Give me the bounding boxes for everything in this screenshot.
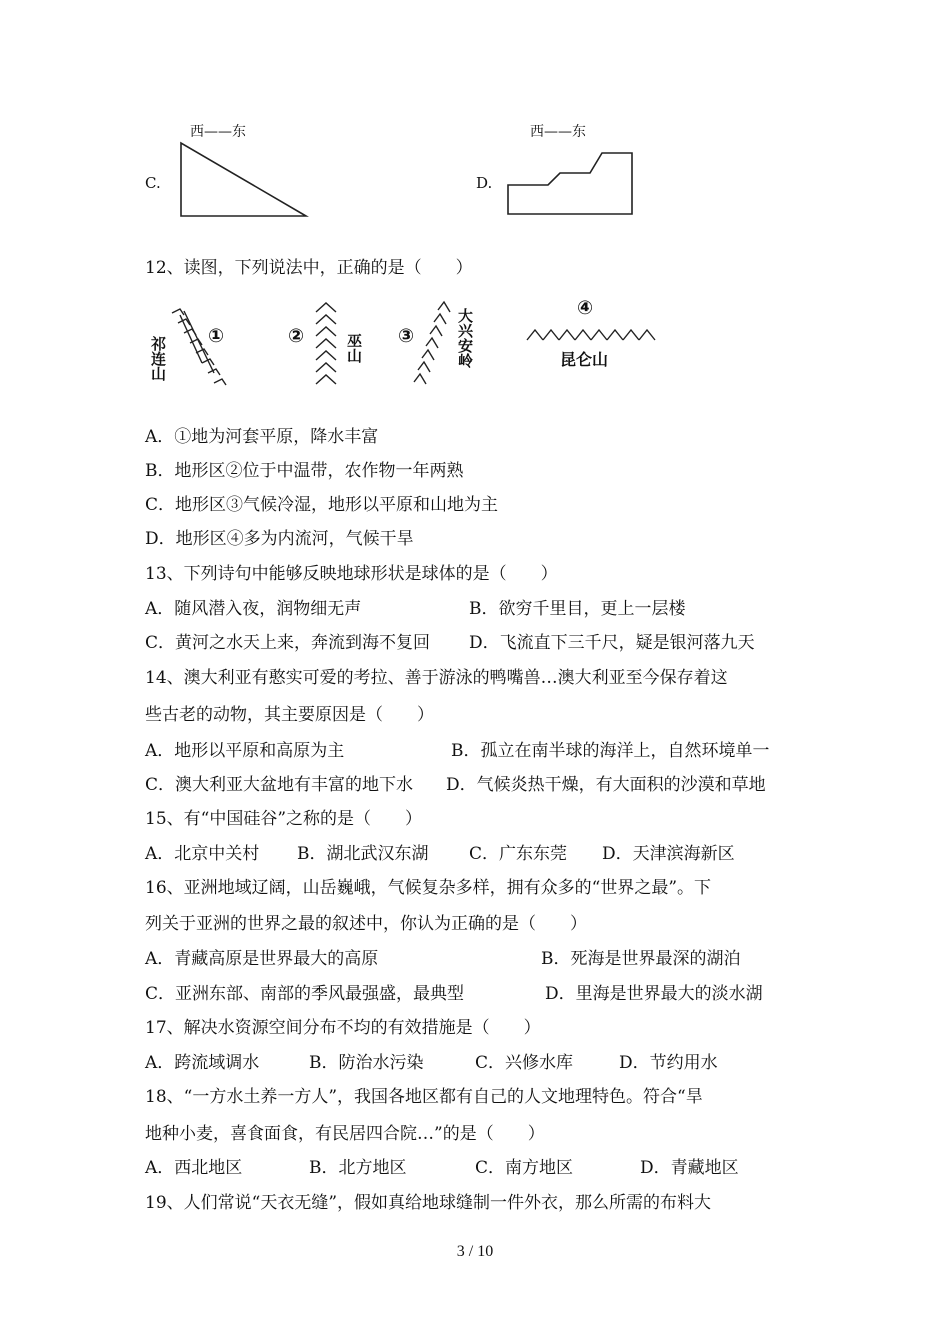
q16-stem-line1: 16、亚洲地域辽阔，山岳巍峨，气候复杂多样，拥有众多的“世界之最”。下 xyxy=(145,878,712,898)
q16-option-d: D．里海是世界最大的淡水湖 xyxy=(545,984,763,1004)
q14-stem-line1: 14、澳大利亚有憨实可爱的考拉、善于游泳的鸭嘴兽…澳大利亚至今保存着这 xyxy=(145,668,728,688)
mountain-figure-wushan xyxy=(310,300,346,390)
q15-option-c: C．广东东莞 xyxy=(469,844,568,864)
page-number: 3 / 10 xyxy=(456,1243,494,1260)
q17-option-a: A．跨流域调水 xyxy=(145,1053,260,1073)
q18-option-d: D．青藏地区 xyxy=(640,1158,739,1178)
q18-option-c: C．南方地区 xyxy=(475,1158,574,1178)
q15-option-d: D．天津滨海新区 xyxy=(602,844,735,864)
kunlun-peaks xyxy=(527,330,655,340)
q14-option-b: B．孤立在南半球的海洋上，自然环境单一 xyxy=(451,741,770,761)
circle-number-1: ① xyxy=(208,325,225,347)
option-d-label: D. xyxy=(476,174,493,192)
profile-figure-d xyxy=(505,145,637,217)
q17-option-c: C．兴修水库 xyxy=(475,1053,574,1073)
q18-stem-line2: 地种小麦，喜食面食，有民居四合院…”的是（ ） xyxy=(145,1124,545,1144)
q12-option-b: B．地形区②位于中温带，农作物一年两熟 xyxy=(145,461,464,481)
profile-d-outline xyxy=(508,153,632,214)
q15-stem: 15、有“中国硅谷”之称的是（ ） xyxy=(145,809,423,829)
profile-c-outline xyxy=(181,143,306,216)
q16-option-c: C．亚洲东部、南部的季风最强盛，最典型 xyxy=(145,984,465,1004)
q13-option-b: B．欲穷千里目，更上一层楼 xyxy=(469,599,686,619)
q12-option-d: D．地形区④多为内流河，气候干旱 xyxy=(145,529,414,549)
profile-figure-c xyxy=(178,140,310,220)
kunlun-label: 昆仑山 xyxy=(560,350,609,369)
q15-option-b: B．湖北武汉东湖 xyxy=(297,844,429,864)
wushan-label: 巫山 xyxy=(345,333,363,363)
mountain-figure-qilian xyxy=(160,305,250,390)
daxinganling-peaks xyxy=(414,302,450,384)
q14-stem-line2: 些古老的动物，其主要原因是（ ） xyxy=(145,705,434,725)
q16-option-b: B．死海是世界最深的湖泊 xyxy=(541,949,741,969)
q12-option-c: C．地形区③气候冷湿，地形以平原和山地为主 xyxy=(145,495,499,515)
circle-number-3: ③ xyxy=(398,325,415,347)
q16-option-a: A．青藏高原是世界最大的高原 xyxy=(145,949,379,969)
wushan-peaks xyxy=(316,303,336,384)
circle-number-4: ④ xyxy=(577,297,594,319)
q17-option-d: D．节约用水 xyxy=(619,1053,718,1073)
q13-option-c: C．黄河之水天上来，奔流到海不复回 xyxy=(145,633,431,653)
option-c-label: C. xyxy=(145,174,161,192)
q17-stem: 17、解决水资源空间分布不均的有效措施是（ ） xyxy=(145,1018,541,1038)
qilian-peaks xyxy=(172,309,226,385)
circle-number-2: ② xyxy=(288,325,305,347)
daxinganling-label: 大兴安岭 xyxy=(456,308,474,368)
q16-stem-line2: 列关于亚洲的世界之最的叙述中，你认为正确的是（ ） xyxy=(145,914,587,934)
direction-label-c: 西——东 xyxy=(190,124,246,140)
direction-label-d: 西——东 xyxy=(530,124,586,140)
qilian-label: 祁连山 xyxy=(149,336,167,381)
q14-option-a: A．地形以平原和高原为主 xyxy=(145,741,345,761)
q13-stem: 13、下列诗句中能够反映地球形状是球体的是（ ） xyxy=(145,564,558,584)
q18-stem-line1: 18、“一方水土养一方人”，我国各地区都有自己的人文地理特色。符合“旱 xyxy=(145,1087,703,1107)
q14-option-c: C．澳大利亚大盆地有丰富的地下水 xyxy=(145,775,414,795)
q12-option-a: A．①地为河套平原，降水丰富 xyxy=(145,427,379,447)
q15-option-a: A．北京中关村 xyxy=(145,844,260,864)
q13-option-a: A．随风潜入夜，润物细无声 xyxy=(145,599,362,619)
q17-option-b: B．防治水污染 xyxy=(309,1053,424,1073)
mountain-figure-daxinganling xyxy=(408,298,458,390)
q13-option-d: D．飞流直下三千尺，疑是银河落九天 xyxy=(469,633,755,653)
q14-option-d: D．气候炎热干燥，有大面积的沙漠和草地 xyxy=(446,775,766,795)
q18-option-b: B．北方地区 xyxy=(309,1158,407,1178)
mountain-figure-kunlun xyxy=(524,322,659,344)
q19-stem-line1: 19、人们常说“天衣无缝”，假如真给地球缝制一件外衣，那么所需的布料大 xyxy=(145,1193,712,1213)
q12-stem: 12、读图，下列说法中，正确的是（ ） xyxy=(145,258,473,278)
q18-option-a: A．西北地区 xyxy=(145,1158,243,1178)
